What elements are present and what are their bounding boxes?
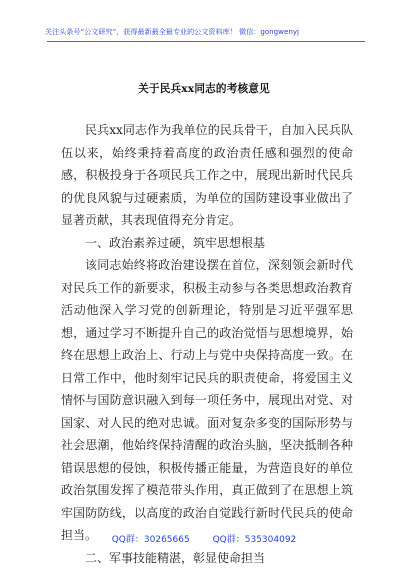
header-divider (47, 41, 365, 42)
section-paragraph-1: 该同志始终将政治建设摆在首位，深刻领会新时代对民兵工作的新要求，积极主动参与各类思想政治教育活动他深入学习党的创新理论，特别是习近平强军思想，通过学习不断提升自己的政治觉悟与思想境界，始终在思想上政治上、行动上与党中央保持高度一致。在日常工作中，他时刻牢记民兵的职责使命，将爱国主义情怀与国防意识融入到每一项任务中，展现出对党、对国家、对人民的绝对忠诚。面对复杂多变的国际形势与社会思潮，他始终保持清醒的政治头脑，坚决抵制各种错误思想的侵蚀，积极传播正能量，为营造良好的单位政治氛围发挥了模范带头作用，真正做到了在思想上筑牢国防防线，以高度的政治自觉践行新时代民兵的使命担当。 (61, 258, 353, 542)
footer-qq-group-1: QQ群：30265665 (111, 535, 190, 545)
section-heading-2: 二、军事技能精湛，彰显使命担当 (85, 550, 266, 565)
document-title: 关于民兵xx同志的考核意见 (138, 83, 270, 95)
section-heading-1: 一、政治素养过硬，筑牢思想根基 (85, 235, 266, 250)
document-body (61, 119, 353, 569)
footer-contact (0, 534, 408, 546)
intro-paragraph: 民兵xx同志作为我单位的民兵骨干，自加入民兵队伍以来，始终秉持着高度的政治责任感和强烈的使命感，积极投身于各项民兵工作之中，展现出新时代民兵的优良风貌与过硬素质，为单位的国防建设事业做出了显著贡献，其表现值得充分肯定。 (61, 123, 353, 227)
footer-qq-group-2: QQ群：535304092 (212, 535, 297, 545)
header-banner: 关注头条号“公文研究”，获得最新最全最专业的公文资料库！ 微信：gongwenyj (45, 27, 299, 36)
